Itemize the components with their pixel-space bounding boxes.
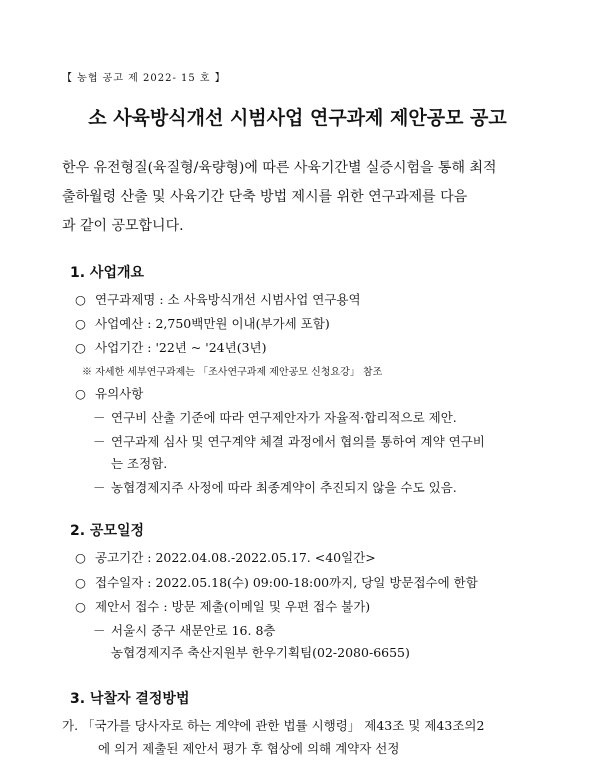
intro-line: 한우 유전형질(육질형/육량형)에 따른 사육기간별 실증시험을 통해 최적 — [62, 160, 497, 176]
bullet-circle-icon: ○ — [75, 340, 86, 355]
notice-number: 【 농협 공고 제 2022- 15 호 】 — [62, 73, 226, 84]
award-method-line: 에 의거 제출된 제안서 평가 후 협상에 의해 계약자 선정 — [98, 741, 400, 756]
note-text: 자세한 세부연구과제는 「조사연구과제 제안공모 신청요강」 참조 — [95, 367, 383, 378]
bullet-circle-icon: ○ — [75, 575, 86, 590]
caution-text: 농협경제지주 사정에 따라 최종계약이 추진되지 않을 수도 있음. — [111, 480, 457, 495]
bullet-circle-icon: ○ — [75, 316, 86, 331]
caution-heading: 유의사항 — [95, 386, 144, 401]
note-mark-icon: ※ — [82, 367, 92, 378]
list-item — [75, 597, 370, 615]
reference-note — [82, 363, 382, 378]
list-item — [75, 314, 330, 332]
list-item-text: 제안서 접수 : 방문 제출(이메일 및 우편 접수 불가) — [95, 599, 371, 614]
caution-item — [93, 478, 457, 496]
list-item — [75, 573, 478, 591]
intro-paragraph — [62, 154, 552, 241]
dash-bullet-icon: － — [93, 434, 106, 449]
document-title: 소 사육방식개선 시범사업 연구과제 제안공모 공고 — [88, 107, 507, 129]
address-continuation: 농협경제지주 축산지원부 한우기획팀(02-2080-6655) — [111, 645, 410, 660]
caution-item — [93, 408, 457, 426]
dash-bullet-icon: － — [93, 480, 106, 495]
list-item — [75, 548, 376, 566]
list-item — [75, 384, 143, 402]
bullet-circle-icon: ○ — [75, 599, 86, 614]
intro-line: 과 같이 공모합니다. — [62, 218, 184, 234]
address-text: 서울시 중구 새문안로 16. 8층 — [111, 623, 276, 638]
list-item-text: 공고기간 : 2022.04.08.-2022.05.17. <40일간> — [95, 550, 376, 565]
caution-continuation: 는 조정함. — [111, 456, 168, 471]
list-item — [75, 290, 361, 308]
list-item-text: 사업기간 : '22년 ~ '24년(3년) — [95, 340, 267, 355]
list-item-text: 연구과제명 : 소 사육방식개선 시범사업 연구용역 — [95, 292, 361, 307]
dash-bullet-icon: － — [93, 623, 106, 638]
intro-line: 출하월령 산출 및 사육기간 단축 방법 제시를 위한 연구과제를 다음 — [62, 189, 468, 205]
caution-item — [93, 432, 485, 450]
bullet-circle-icon: ○ — [75, 386, 86, 401]
list-item — [75, 338, 267, 356]
list-item-text: 접수일자 : 2022.05.18(수) 09:00-18:00까지, 당일 방문접수에 한함 — [95, 575, 478, 590]
section-heading-award-method: 3. 낙찰자 결정방법 — [70, 691, 190, 707]
bullet-circle-icon: ○ — [75, 550, 86, 565]
dash-bullet-icon: － — [93, 410, 106, 425]
award-method-line: 가. 「국가를 당사자로 하는 계약에 관한 법률 시행령」 제43조 및 제43조의2 — [62, 718, 485, 733]
address-item — [93, 621, 275, 639]
list-item-text: 사업예산 : 2,750백만원 이내(부가세 포함) — [95, 316, 330, 331]
section-heading-overview: 1. 사업개요 — [70, 265, 145, 281]
caution-text: 연구과제 심사 및 연구계약 체결 과정에서 협의를 통하여 계약 연구비 — [111, 434, 485, 449]
caution-text: 연구비 산출 기준에 따라 연구제안자가 자율적·합리적으로 제안. — [111, 410, 457, 425]
section-heading-schedule: 2. 공모일정 — [70, 523, 145, 539]
bullet-circle-icon: ○ — [75, 292, 86, 307]
